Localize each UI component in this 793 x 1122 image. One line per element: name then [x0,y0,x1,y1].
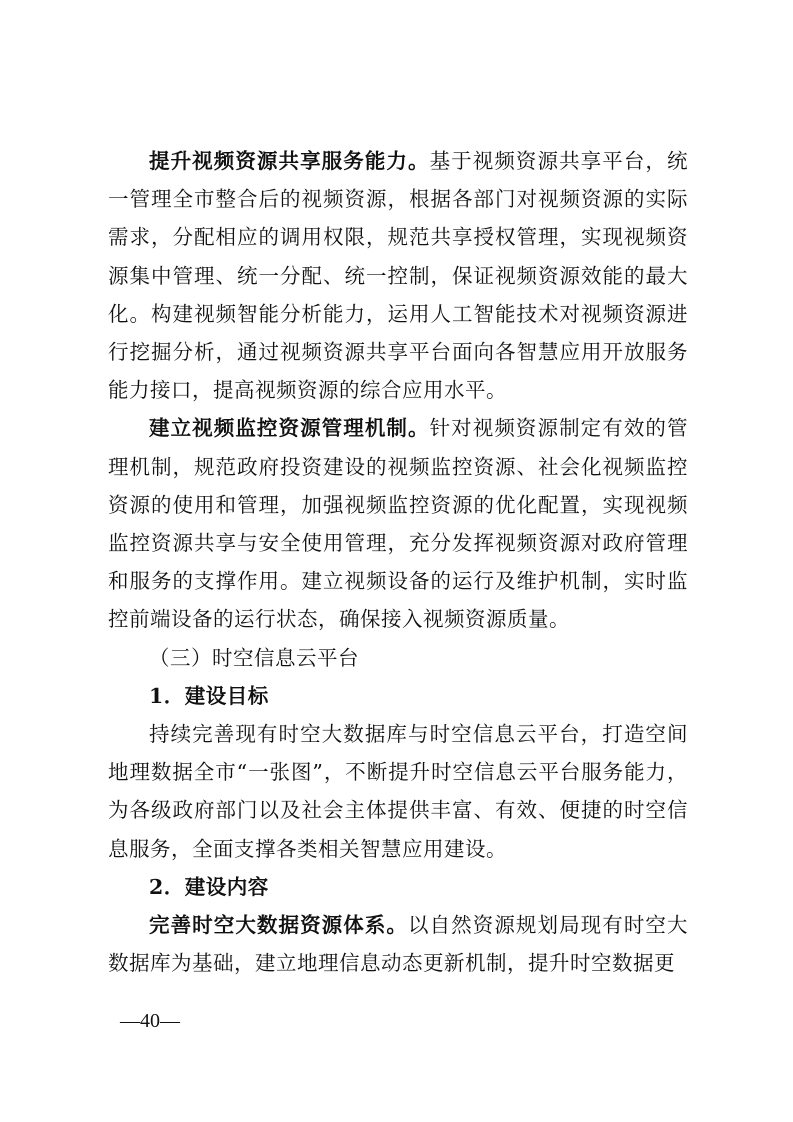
subsection-heading-goals: 1．建设目标 [149,683,269,708]
paragraph-video-management [108,409,688,638]
paragraph-text: 持续完善现有时空大数据库与时空信息云平台，打造空间地理数据全市“一张图”，不断提升时空信息云平台服务能力，为各级政府部门以及社会主体提供丰富、有效、便捷的时空信息服务，全面支撑各类相关智慧应用建设。 [108,722,688,861]
paragraph-text: 基于视频资源共享平台，统一管理全市整合后的视频资源，根据各部门对视频资源的实际需求，分配相应的调用权限，规范共享授权管理，实现视频资源集中管理、统一分配、统一控制，保证视频资源效能的最大化。构建视频智能分析能力，运用人工智能技术对视频资源进行挖掘分析，通过视频资源共享平台面向各智慧应用开放服务能力接口，提高视频资源的综合应用水平。 [108,149,689,403]
paragraph-lead: 建立视频监控资源管理机制。 [149,416,430,441]
paragraph-text: 针对视频资源制定有效的管理机制，规范政府投资建设的视频监控资源、社会化视频监控资源的使用和管理，加强视频监控资源的优化配置，实现视频监控资源共享与安全使用管理，充分发挥视频资源对政府管理和服务的支撑作用。建立视频设备的运行及维护机制，实时监控前端设备的运行状态，确保接入视频资源质量。 [108,416,689,632]
page-number: —40— [120,1010,180,1032]
paragraph-goals [108,715,688,868]
paragraph-text: 以自然资源规划局现有时空大数据库为基础，建立地理信息动态更新机制，提升时空数据更 [108,913,688,976]
paragraph-lead: 完善时空大数据资源体系。 [149,913,408,938]
subsection-heading-content: 2．建设内容 [149,874,269,899]
paragraph-video-sharing [108,142,688,409]
paragraph-lead: 提升视频资源共享服务能力。 [149,149,430,173]
section-heading: （三）时空信息云平台 [149,645,359,670]
paragraph-spatial-data [108,906,688,982]
document-body [108,142,688,982]
